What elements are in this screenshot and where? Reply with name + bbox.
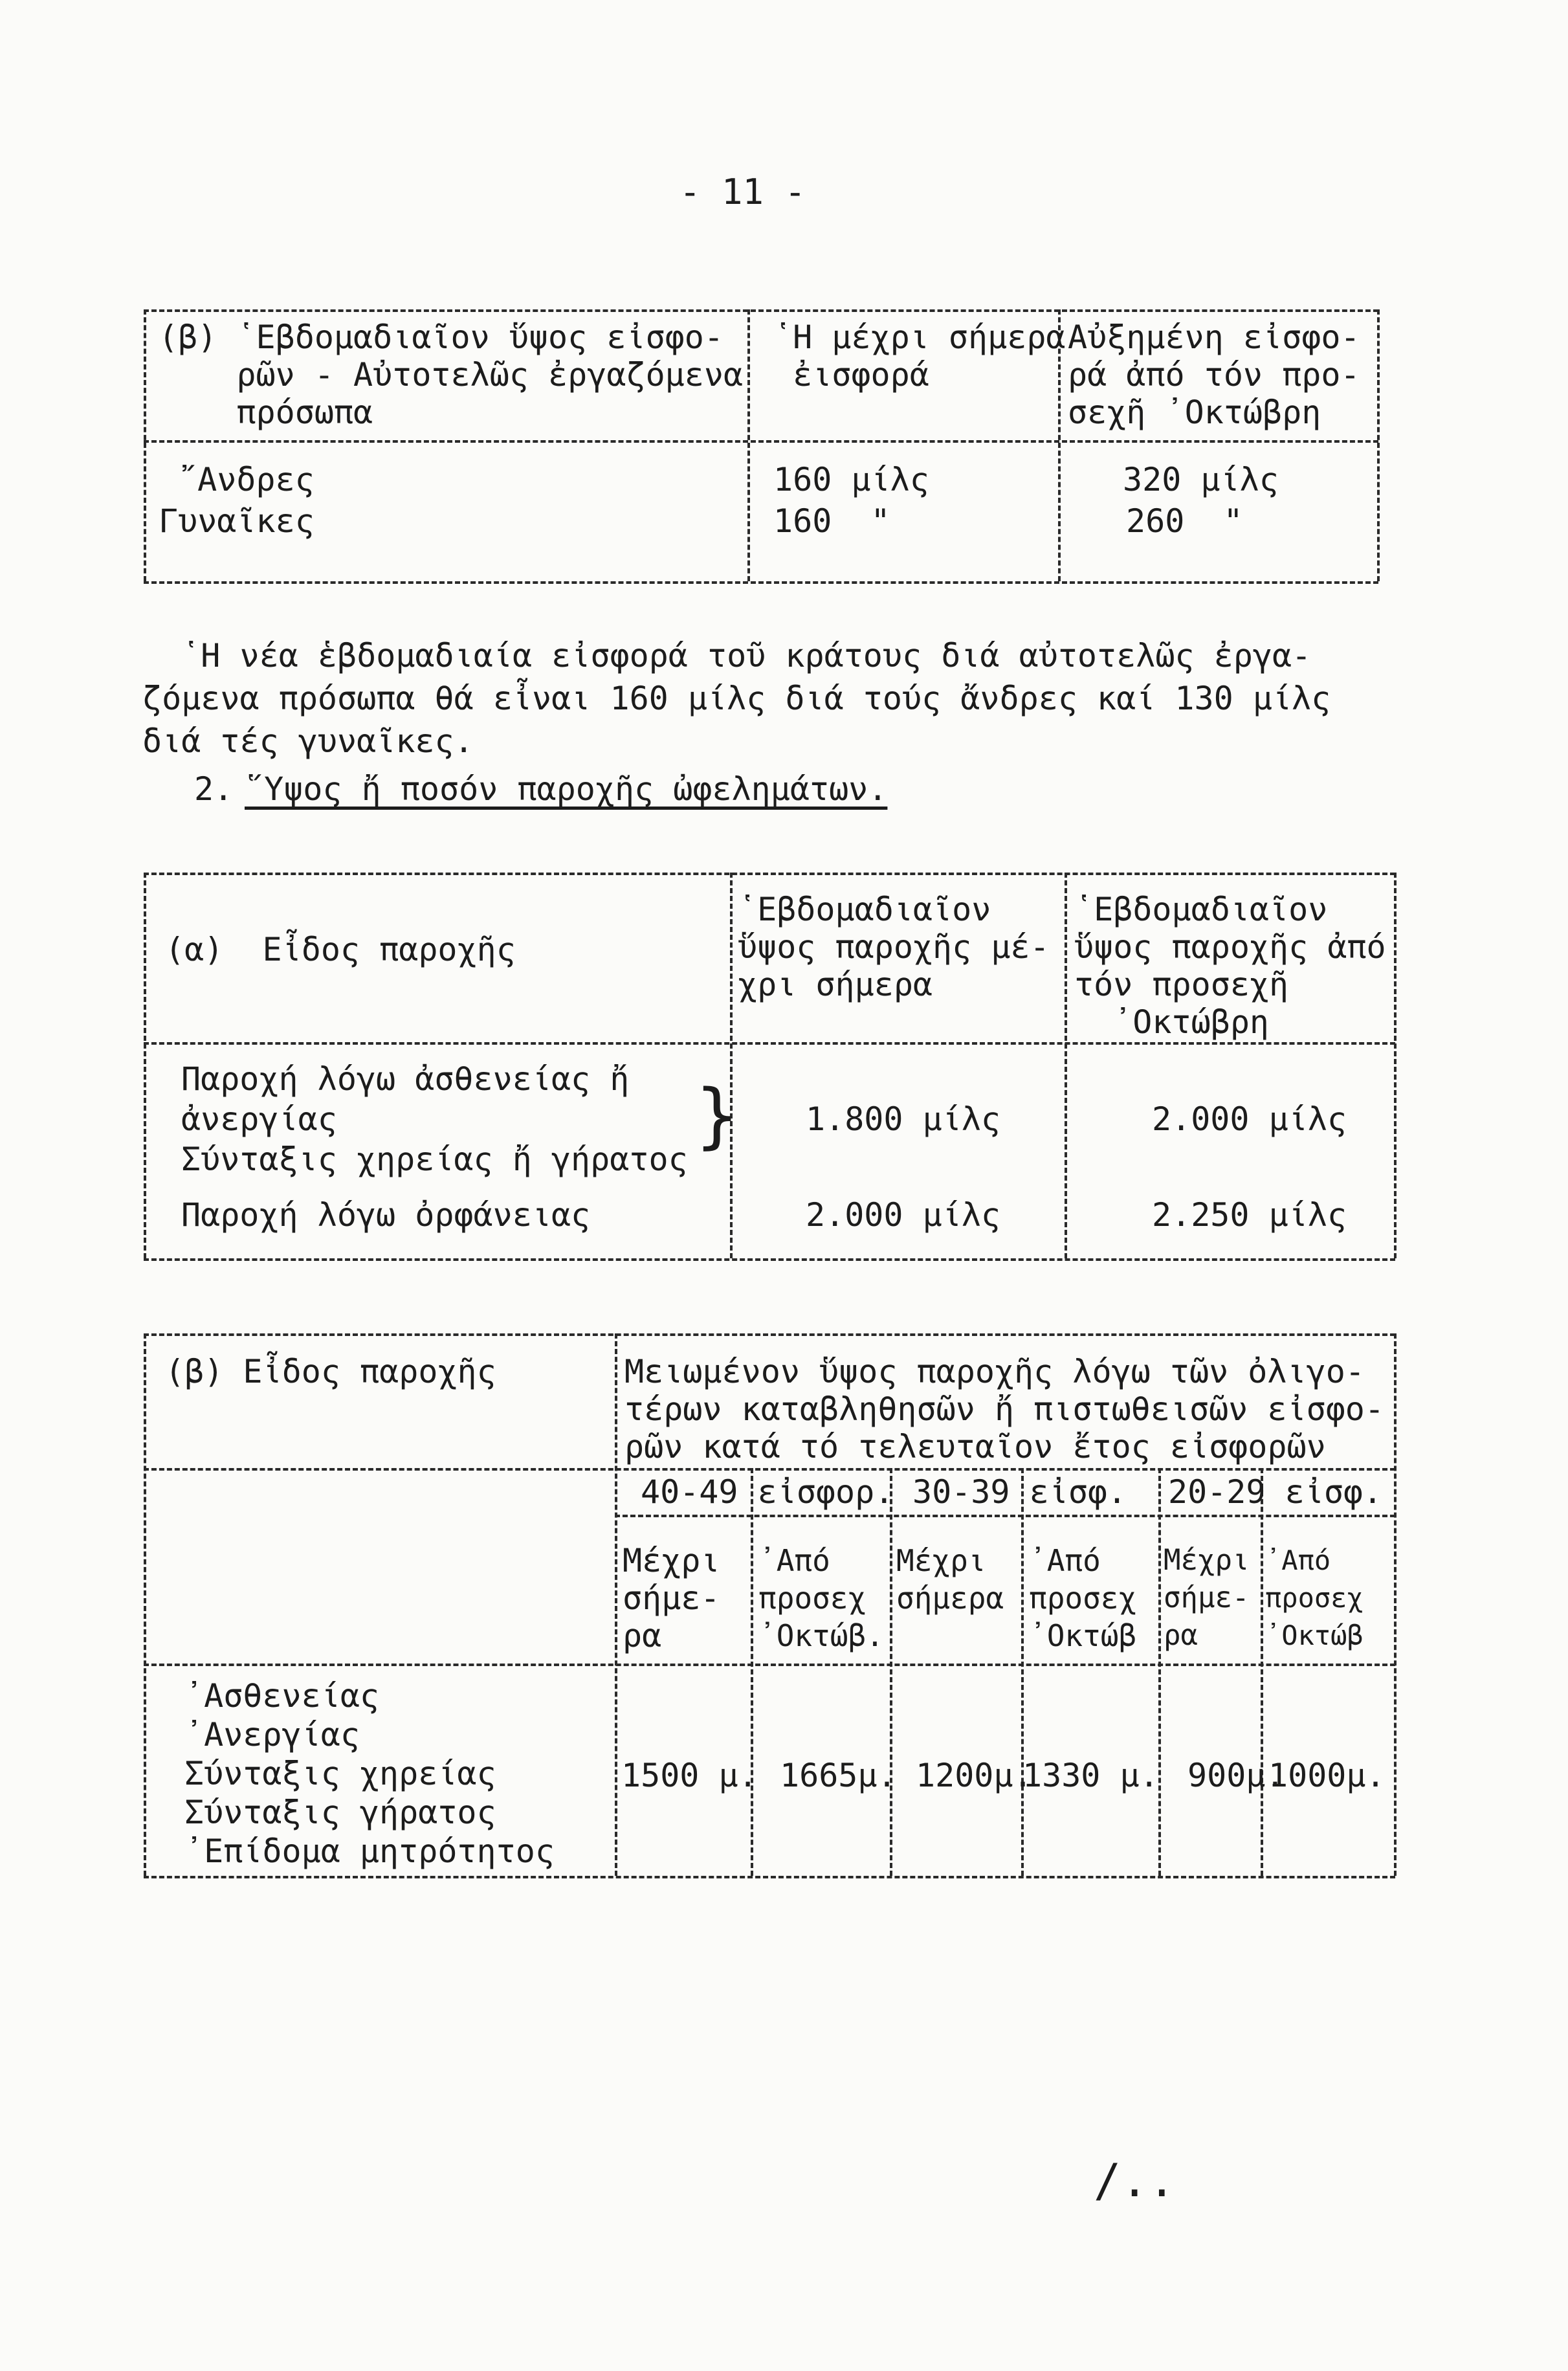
table-rule bbox=[144, 1333, 146, 1876]
cell-men-increased: 320 μίλς bbox=[1123, 461, 1279, 498]
cell-20-29-now: 900μ. bbox=[1187, 1757, 1285, 1794]
subheader-from-october-2: ᾿Από προσεχ ᾿Οκτώβ bbox=[1029, 1543, 1137, 1653]
table-rule bbox=[1261, 1468, 1263, 1876]
subheader-from-october-3: ᾿Από προσεχ ᾿Οκτώβ bbox=[1265, 1544, 1364, 1651]
cell-orphan-future: 2.250 μίλς bbox=[1152, 1196, 1347, 1234]
row-label-sickness: Παροχή λόγω ἀσθενείας ἤ ἀνεργίας Σύνταξις χηρείας ἤ γήρατος bbox=[181, 1060, 688, 1178]
subheader-until-now-1: Μέχρι σήμε- ρα bbox=[623, 1542, 720, 1654]
cell-20-29-october: 1000μ. bbox=[1268, 1757, 1386, 1794]
table-rule bbox=[144, 1042, 1395, 1045]
cell-men-current: 160 μίλς bbox=[773, 461, 929, 498]
subheader-until-now-2: Μέχρι σήμερα bbox=[896, 1543, 1004, 1616]
table-rule bbox=[144, 1876, 1395, 1878]
table-rule bbox=[144, 440, 1378, 443]
table-rule bbox=[144, 309, 1378, 312]
subheader-until-now-3: Μέχρι σήμε- ρα bbox=[1164, 1544, 1250, 1652]
group-40-49: 40-49 εἰσφορ. bbox=[641, 1473, 894, 1511]
header-contribution-type: (β) ῾Εβδομαδιαῖον ὕψος εἰσφο- ρῶν - Αὐτοτελῶς ἐργαζόμενα πρόσωπα bbox=[159, 318, 744, 431]
table-rule bbox=[144, 873, 1395, 875]
table-rule bbox=[144, 581, 1378, 584]
table-rule bbox=[144, 1468, 1395, 1471]
table-rule bbox=[1394, 1333, 1397, 1876]
header-benefit-type: (α) Εἶδος παροχῆς bbox=[165, 931, 516, 968]
table-rule bbox=[615, 1515, 1395, 1517]
table-rule bbox=[144, 1664, 1395, 1666]
page-number: - 11 - bbox=[679, 172, 806, 212]
section-number: 2. bbox=[194, 770, 234, 808]
header-current-contribution: ῾Η μέχρι σήμερα ἐισφορά bbox=[773, 318, 1066, 394]
cell-sickness-future: 2.000 μίλς bbox=[1152, 1100, 1347, 1138]
cell-women-increased: 260 " bbox=[1126, 502, 1243, 540]
body-paragraph: ῾Η νέα ἑβδομαδιαία εἰσφορά τοῦ κράτους διά αὐτοτελῶς ἐργα- ζόμενα πρόσωπα θά εἶναι 160 μίλς διά τούς ἄνδρες καί 130 μίλς διά τές γυναῖκες. bbox=[142, 637, 1331, 760]
table-rule bbox=[1021, 1468, 1024, 1876]
row-label-men: ῎Ανδρες bbox=[178, 461, 315, 498]
cell-40-49-october: 1665μ. bbox=[780, 1757, 897, 1794]
table-rule bbox=[1394, 873, 1397, 1258]
table-rule bbox=[1158, 1468, 1161, 1876]
table-rule bbox=[144, 1258, 1395, 1261]
header-increased-contribution: Αὐξημένη εἰσφο- ρά ἀπό τόν προ- σεχῆ ᾿Οκτώβρη bbox=[1068, 318, 1360, 431]
table-rule bbox=[1065, 873, 1067, 1258]
subheader-from-october-1: ᾿Από προσεχ ᾿Οκτώβ. bbox=[758, 1543, 884, 1653]
header-benefit-type: (β) Εἶδος παροχῆς bbox=[165, 1353, 496, 1390]
cell-30-39-now: 1200μ. bbox=[916, 1757, 1033, 1794]
table-rule bbox=[747, 309, 750, 581]
table-rule bbox=[144, 309, 146, 581]
table-rule bbox=[144, 1333, 1395, 1336]
brace-icon: } bbox=[696, 1074, 739, 1157]
continuation-mark: /.. bbox=[1094, 2154, 1176, 2207]
group-20-29: 20-29 εἰσφ. bbox=[1168, 1473, 1383, 1511]
cell-30-39-october: 1330 μ. bbox=[1022, 1757, 1159, 1794]
row-label-orphan: Παροχή λόγω ὀρφάνειας bbox=[181, 1196, 591, 1234]
cell-orphan-current: 2.000 μίλς bbox=[806, 1196, 1001, 1234]
table-rule bbox=[890, 1468, 892, 1876]
header-future-benefit: ῾Εβδομαδιαῖον ὕψος παροχῆς ἀπό τόν προσεχῆ ᾿Οκτώβρη bbox=[1074, 891, 1386, 1041]
header-reduced-rate: Μειωμένον ὕψος παροχῆς λόγω τῶν ὀλιγο- τέρων καταβληθησῶν ἤ πιστωθεισῶν εἰσφο- ρῶν κατά τό τελευταῖον ἔτος εἰσφορῶν bbox=[624, 1353, 1384, 1465]
row-label-women: Γυναῖκες bbox=[159, 502, 315, 540]
group-30-39: 30-39 εἰσφ. bbox=[912, 1473, 1127, 1511]
section-title: ῞Υψος ἤ ποσόν παροχῆς ὠφελημάτων. bbox=[245, 770, 888, 808]
table-rule bbox=[615, 1333, 617, 1876]
table-rule bbox=[144, 873, 146, 1258]
table-rule bbox=[1377, 309, 1380, 581]
header-current-benefit: ῾Εβδομαδιαῖον ὕψος παροχῆς μέ- χρι σήμερα bbox=[738, 891, 1050, 1003]
cell-women-current: 160 " bbox=[773, 502, 890, 540]
table-rule bbox=[751, 1468, 753, 1876]
cell-sickness-current: 1.800 μίλς bbox=[806, 1100, 1001, 1138]
cell-40-49-now: 1500 μ. bbox=[621, 1757, 758, 1794]
row-labels-benefits: ᾿Ασθενείας ᾿Ανεργίας Σύνταξις χηρείας Σύνταξις γήρατος ᾿Επίδομα μητρότητος bbox=[184, 1677, 555, 1870]
